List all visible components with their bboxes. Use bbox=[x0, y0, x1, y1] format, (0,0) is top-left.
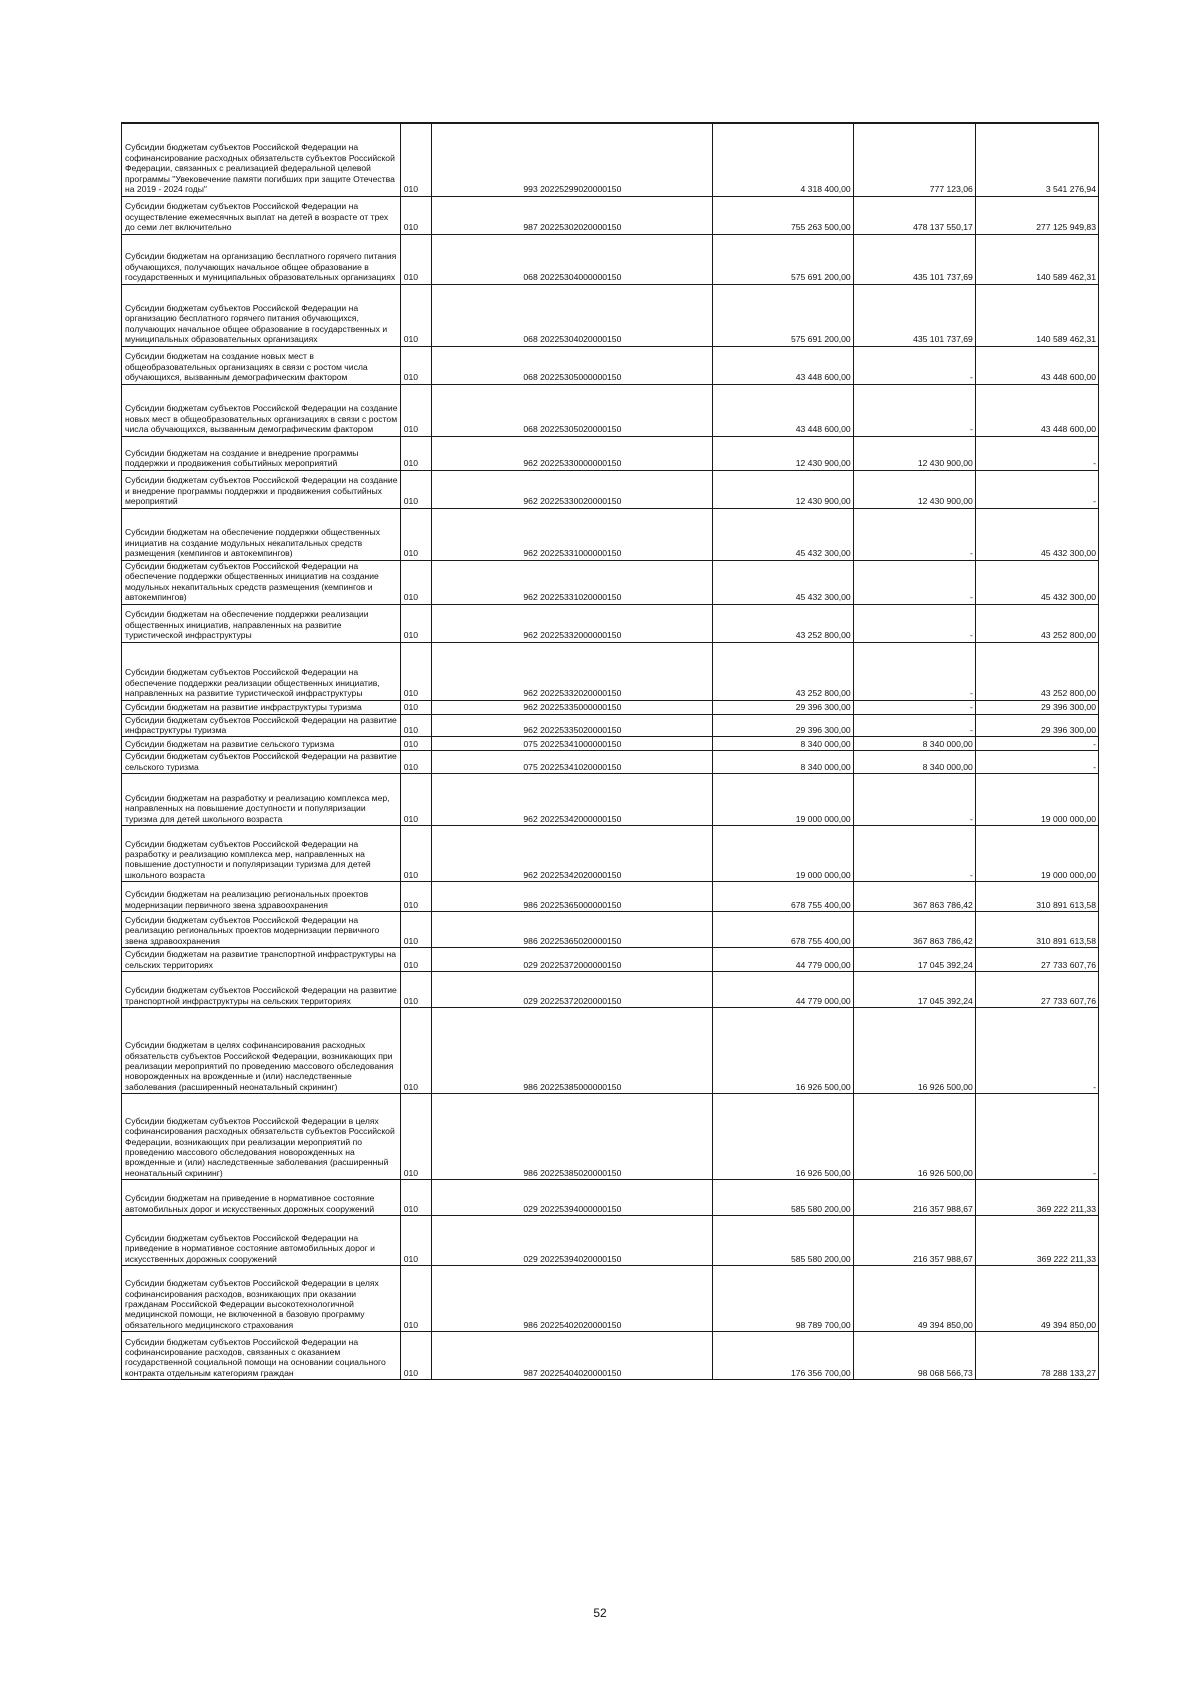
row-kbk: 987 20225302020000150 bbox=[432, 196, 713, 234]
table-row bbox=[122, 972, 1099, 1008]
row-name: Субсидии бюджетам на разработку и реализацию комплекса мер, направленных на повышение доступности и популяризации туризма для детей школьного возраста bbox=[122, 774, 401, 826]
row-executed: - bbox=[853, 826, 975, 882]
table-row bbox=[122, 346, 1099, 384]
row-approved: 678 755 400,00 bbox=[712, 912, 853, 948]
row-name: Субсидии бюджетам субъектов Российской Федерации на организацию бесплатного горячего питания обучающихся, получающих начальное общее образование в государственных и муниципальных образовательных организациях bbox=[122, 284, 401, 346]
row-kbk: 962 20225332020000150 bbox=[432, 642, 713, 700]
row-approved: 575 691 200,00 bbox=[712, 234, 853, 284]
row-approved: 29 396 300,00 bbox=[712, 714, 853, 737]
row-approved: 755 263 500,00 bbox=[712, 196, 853, 234]
row-kbk: 962 20225331000000150 bbox=[432, 508, 713, 560]
row-remaining: 19 000 000,00 bbox=[975, 826, 1098, 882]
table-row bbox=[122, 700, 1099, 714]
table-row bbox=[122, 1266, 1099, 1332]
row-kbk: 986 20225402020000150 bbox=[432, 1266, 713, 1332]
row-name: Субсидии бюджетам на обеспечение поддержки общественных инициатив на создание модульных некапитальных средств размещения (кемпингов и автокемпингов) bbox=[122, 508, 401, 560]
row-name: Субсидии бюджетам субъектов Российской Федерации на реализацию региональных проектов модернизации первичного звена здравоохранения bbox=[122, 912, 401, 948]
row-executed: - bbox=[853, 700, 975, 714]
row-code: 010 bbox=[400, 384, 431, 436]
row-kbk: 962 20225342020000150 bbox=[432, 826, 713, 882]
row-code: 010 bbox=[400, 642, 431, 700]
row-remaining: - bbox=[975, 737, 1098, 751]
row-kbk: 987 20225404020000150 bbox=[432, 1332, 713, 1380]
row-code: 010 bbox=[400, 1332, 431, 1380]
row-executed: - bbox=[853, 560, 975, 604]
row-remaining: 277 125 949,83 bbox=[975, 196, 1098, 234]
row-executed: 435 101 737,69 bbox=[853, 284, 975, 346]
row-approved: 4 318 400,00 bbox=[712, 123, 853, 196]
row-name: Субсидии бюджетам в целях софинансирования расходных обязательств субъектов Российской Федерации, возникающих при реализации мероприятий по проведению массового обследования новорожденных на врожденные и (или) наследственные заболевания (расширенный неонатальный скрининг) bbox=[122, 1008, 401, 1094]
row-kbk: 962 20225335020000150 bbox=[432, 714, 713, 737]
row-remaining: 43 252 800,00 bbox=[975, 604, 1098, 642]
row-remaining: 369 222 211,33 bbox=[975, 1216, 1098, 1266]
table-row bbox=[122, 560, 1099, 604]
row-name: Субсидии бюджетам на организацию бесплатного горячего питания обучающихся, получающих начальное общее образование в государственных и муниципальных образовательных организациях bbox=[122, 234, 401, 284]
row-remaining: - bbox=[975, 751, 1098, 774]
row-remaining: 3 541 276,94 bbox=[975, 123, 1098, 196]
row-remaining: - bbox=[975, 436, 1098, 470]
row-executed: 17 045 392,24 bbox=[853, 972, 975, 1008]
table-row bbox=[122, 826, 1099, 882]
row-approved: 16 926 500,00 bbox=[712, 1008, 853, 1094]
row-remaining: 49 394 850,00 bbox=[975, 1266, 1098, 1332]
row-approved: 19 000 000,00 bbox=[712, 826, 853, 882]
row-code: 010 bbox=[400, 972, 431, 1008]
row-approved: 43 448 600,00 bbox=[712, 384, 853, 436]
row-executed: - bbox=[853, 774, 975, 826]
row-name: Субсидии бюджетам на развитие транспортной инфраструктуры на сельских территориях bbox=[122, 948, 401, 972]
row-remaining: 369 222 211,33 bbox=[975, 1180, 1098, 1216]
row-approved: 44 779 000,00 bbox=[712, 972, 853, 1008]
row-name: Субсидии бюджетам субъектов Российской Федерации в целях софинансирования расходных обязательств субъектов Российской Федерации, возникающих при реализации мероприятий по проведению массового обследования новорожденных на врожденные и (или) наследственные заболевания (расширенный неонатальный скрининг) bbox=[122, 1094, 401, 1180]
row-name: Субсидии бюджетам субъектов Российской Федерации на обеспечение поддержки общественных инициатив на создание модульных некапитальных средств размещения (кемпингов и автокемпингов) bbox=[122, 560, 401, 604]
row-remaining: 29 396 300,00 bbox=[975, 700, 1098, 714]
row-executed: - bbox=[853, 508, 975, 560]
row-remaining: 27 733 607,76 bbox=[975, 948, 1098, 972]
row-code: 010 bbox=[400, 882, 431, 912]
row-code: 010 bbox=[400, 196, 431, 234]
table-row bbox=[122, 774, 1099, 826]
row-remaining: 19 000 000,00 bbox=[975, 774, 1098, 826]
row-code: 010 bbox=[400, 751, 431, 774]
row-executed: - bbox=[853, 346, 975, 384]
budget-table-body bbox=[122, 123, 1099, 1380]
row-kbk: 962 20225342000000150 bbox=[432, 774, 713, 826]
row-kbk: 962 20225330000000150 bbox=[432, 436, 713, 470]
row-kbk: 986 20225385020000150 bbox=[432, 1094, 713, 1180]
row-executed: 49 394 850,00 bbox=[853, 1266, 975, 1332]
row-remaining: 45 432 300,00 bbox=[975, 560, 1098, 604]
row-code: 010 bbox=[400, 1180, 431, 1216]
row-remaining: 140 589 462,31 bbox=[975, 284, 1098, 346]
table-row bbox=[122, 882, 1099, 912]
row-remaining: 27 733 607,76 bbox=[975, 972, 1098, 1008]
row-kbk: 993 20225299020000150 bbox=[432, 123, 713, 196]
row-executed: 16 926 500,00 bbox=[853, 1008, 975, 1094]
row-approved: 44 779 000,00 bbox=[712, 948, 853, 972]
row-remaining: 43 252 800,00 bbox=[975, 642, 1098, 700]
row-kbk: 986 20225385000000150 bbox=[432, 1008, 713, 1094]
table-row bbox=[122, 1180, 1099, 1216]
row-name: Субсидии бюджетам на обеспечение поддержки реализации общественных инициатив, направленных на развитие туристической инфраструктуры bbox=[122, 604, 401, 642]
row-approved: 19 000 000,00 bbox=[712, 774, 853, 826]
page-number: 52 bbox=[593, 1606, 607, 1620]
row-executed: 17 045 392,24 bbox=[853, 948, 975, 972]
row-name: Субсидии бюджетам субъектов Российской Федерации на развитие сельского туризма bbox=[122, 751, 401, 774]
table-row bbox=[122, 284, 1099, 346]
table-row bbox=[122, 948, 1099, 972]
table-row bbox=[122, 123, 1099, 196]
row-executed: 367 863 786,42 bbox=[853, 912, 975, 948]
row-approved: 575 691 200,00 bbox=[712, 284, 853, 346]
row-code: 010 bbox=[400, 737, 431, 751]
row-code: 010 bbox=[400, 1266, 431, 1332]
row-remaining: 140 589 462,31 bbox=[975, 234, 1098, 284]
row-name: Субсидии бюджетам на приведение в нормативное состояние автомобильных дорог и искусственных дорожных сооружений bbox=[122, 1180, 401, 1216]
row-executed: - bbox=[853, 604, 975, 642]
row-name: Субсидии бюджетам субъектов Российской Федерации на обеспечение поддержки реализации общественных инициатив, направленных на развитие туристической инфраструктуры bbox=[122, 642, 401, 700]
row-approved: 45 432 300,00 bbox=[712, 560, 853, 604]
row-code: 010 bbox=[400, 912, 431, 948]
row-kbk: 962 20225331020000150 bbox=[432, 560, 713, 604]
row-approved: 8 340 000,00 bbox=[712, 751, 853, 774]
row-approved: 43 252 800,00 bbox=[712, 642, 853, 700]
row-remaining: 29 396 300,00 bbox=[975, 714, 1098, 737]
row-name: Субсидии бюджетам субъектов Российской Федерации на создание и внедрение программы поддержки и продвижения событийных мероприятий bbox=[122, 470, 401, 508]
row-approved: 45 432 300,00 bbox=[712, 508, 853, 560]
row-code: 010 bbox=[400, 604, 431, 642]
row-executed: 16 926 500,00 bbox=[853, 1094, 975, 1180]
table-row bbox=[122, 508, 1099, 560]
row-kbk: 962 20225330020000150 bbox=[432, 470, 713, 508]
row-approved: 8 340 000,00 bbox=[712, 737, 853, 751]
row-code: 010 bbox=[400, 1094, 431, 1180]
row-kbk: 068 20225305000000150 bbox=[432, 346, 713, 384]
table-row bbox=[122, 751, 1099, 774]
budget-table bbox=[121, 122, 1099, 1380]
row-executed: - bbox=[853, 714, 975, 737]
row-name: Субсидии бюджетам субъектов Российской Федерации на разработку и реализацию комплекса мер, направленных на повышение доступности и популяризации туризма для детей школьного возраста bbox=[122, 826, 401, 882]
row-name: Субсидии бюджетам на развитие сельского туризма bbox=[122, 737, 401, 751]
row-code: 010 bbox=[400, 774, 431, 826]
table-row bbox=[122, 436, 1099, 470]
table-row bbox=[122, 1094, 1099, 1180]
row-kbk: 986 20225365020000150 bbox=[432, 912, 713, 948]
row-approved: 43 448 600,00 bbox=[712, 346, 853, 384]
row-approved: 16 926 500,00 bbox=[712, 1094, 853, 1180]
row-code: 010 bbox=[400, 436, 431, 470]
row-approved: 585 580 200,00 bbox=[712, 1180, 853, 1216]
row-name: Субсидии бюджетам на создание и внедрение программы поддержки и продвижения событийных мероприятий bbox=[122, 436, 401, 470]
row-executed: 98 068 566,73 bbox=[853, 1332, 975, 1380]
row-code: 010 bbox=[400, 948, 431, 972]
row-code: 010 bbox=[400, 1216, 431, 1266]
row-executed: 12 430 900,00 bbox=[853, 436, 975, 470]
table-row bbox=[122, 470, 1099, 508]
row-executed: 478 137 550,17 bbox=[853, 196, 975, 234]
row-executed: - bbox=[853, 642, 975, 700]
row-kbk: 029 20225394020000150 bbox=[432, 1216, 713, 1266]
row-executed: 8 340 000,00 bbox=[853, 751, 975, 774]
row-code: 010 bbox=[400, 470, 431, 508]
row-approved: 12 430 900,00 bbox=[712, 470, 853, 508]
row-name: Субсидии бюджетам субъектов Российской Федерации на развитие транспортной инфраструктуры на сельских территориях bbox=[122, 972, 401, 1008]
row-code: 010 bbox=[400, 508, 431, 560]
row-executed: 12 430 900,00 bbox=[853, 470, 975, 508]
row-remaining: 310 891 613,58 bbox=[975, 912, 1098, 948]
table-row bbox=[122, 1216, 1099, 1266]
row-remaining: - bbox=[975, 1008, 1098, 1094]
table-row bbox=[122, 196, 1099, 234]
row-remaining: 310 891 613,58 bbox=[975, 882, 1098, 912]
table-row bbox=[122, 912, 1099, 948]
table-row bbox=[122, 384, 1099, 436]
row-remaining: 45 432 300,00 bbox=[975, 508, 1098, 560]
row-remaining: - bbox=[975, 1094, 1098, 1180]
row-code: 010 bbox=[400, 234, 431, 284]
row-code: 010 bbox=[400, 123, 431, 196]
row-kbk: 075 20225341020000150 bbox=[432, 751, 713, 774]
row-name: Субсидии бюджетам субъектов Российской Федерации на осуществление ежемесячных выплат на детей в возрасте от трех до семи лет включительно bbox=[122, 196, 401, 234]
row-kbk: 075 20225341000000150 bbox=[432, 737, 713, 751]
row-approved: 176 356 700,00 bbox=[712, 1332, 853, 1380]
row-executed: 435 101 737,69 bbox=[853, 234, 975, 284]
table-row bbox=[122, 714, 1099, 737]
row-approved: 43 252 800,00 bbox=[712, 604, 853, 642]
table-row bbox=[122, 234, 1099, 284]
row-name: Субсидии бюджетам на создание новых мест в общеобразовательных организациях в связи с ростом числа обучающихся, вызванным демографическим фактором bbox=[122, 346, 401, 384]
row-kbk: 068 20225305020000150 bbox=[432, 384, 713, 436]
row-approved: 98 789 700,00 bbox=[712, 1266, 853, 1332]
row-code: 010 bbox=[400, 284, 431, 346]
row-name: Субсидии бюджетам субъектов Российской Федерации на приведение в нормативное состояние автомобильных дорог и искусственных дорожных сооружений bbox=[122, 1216, 401, 1266]
table-row bbox=[122, 737, 1099, 751]
row-remaining: 43 448 600,00 bbox=[975, 384, 1098, 436]
row-code: 010 bbox=[400, 700, 431, 714]
row-kbk: 986 20225365000000150 bbox=[432, 882, 713, 912]
row-executed: 216 357 988,67 bbox=[853, 1180, 975, 1216]
row-name: Субсидии бюджетам субъектов Российской Федерации на софинансирование расходов, связанных с оказанием государственной социальной помощи на основании социального контракта отдельным категориям граждан bbox=[122, 1332, 401, 1380]
row-name: Субсидии бюджетам на развитие инфраструктуры туризма bbox=[122, 700, 401, 714]
row-kbk: 068 20225304000000150 bbox=[432, 234, 713, 284]
row-code: 010 bbox=[400, 560, 431, 604]
row-approved: 12 430 900,00 bbox=[712, 436, 853, 470]
row-kbk: 029 20225372000000150 bbox=[432, 948, 713, 972]
row-name: Субсидии бюджетам на реализацию региональных проектов модернизации первичного звена здравоохранения bbox=[122, 882, 401, 912]
row-approved: 585 580 200,00 bbox=[712, 1216, 853, 1266]
row-code: 010 bbox=[400, 1008, 431, 1094]
row-executed: 216 357 988,67 bbox=[853, 1216, 975, 1266]
row-executed: 367 863 786,42 bbox=[853, 882, 975, 912]
row-remaining: - bbox=[975, 470, 1098, 508]
row-remaining: 43 448 600,00 bbox=[975, 346, 1098, 384]
row-code: 010 bbox=[400, 714, 431, 737]
row-remaining: 78 288 133,27 bbox=[975, 1332, 1098, 1380]
row-name: Субсидии бюджетам субъектов Российской Федерации на софинансирование расходных обязательств субъектов Российской Федерации, связанных с реализацией федеральной целевой программы "Увековечение памяти погибших при защите Отечества на 2019 - 2024 годы" bbox=[122, 123, 401, 196]
row-name: Субсидии бюджетам субъектов Российской Федерации в целях софинансирования расходов, возникающих при оказании гражданам Российской Федерации высокотехнологичной медицинской помощи, не включенной в базовую программу обязательного медицинского страхования bbox=[122, 1266, 401, 1332]
table-row bbox=[122, 642, 1099, 700]
row-kbk: 029 20225372020000150 bbox=[432, 972, 713, 1008]
table-row bbox=[122, 604, 1099, 642]
table-row bbox=[122, 1332, 1099, 1380]
row-executed: 8 340 000,00 bbox=[853, 737, 975, 751]
row-kbk: 962 20225332000000150 bbox=[432, 604, 713, 642]
row-name: Субсидии бюджетам субъектов Российской Федерации на развитие инфраструктуры туризма bbox=[122, 714, 401, 737]
row-kbk: 029 20225394000000150 bbox=[432, 1180, 713, 1216]
table-row bbox=[122, 1008, 1099, 1094]
row-kbk: 962 20225335000000150 bbox=[432, 700, 713, 714]
row-name: Субсидии бюджетам субъектов Российской Федерации на создание новых мест в общеобразовательных организациях в связи с ростом числа обучающихся, вызванным демографическим фактором bbox=[122, 384, 401, 436]
row-approved: 29 396 300,00 bbox=[712, 700, 853, 714]
row-executed: 777 123,06 bbox=[853, 123, 975, 196]
row-code: 010 bbox=[400, 826, 431, 882]
row-code: 010 bbox=[400, 346, 431, 384]
row-approved: 678 755 400,00 bbox=[712, 882, 853, 912]
row-executed: - bbox=[853, 384, 975, 436]
row-kbk: 068 20225304020000150 bbox=[432, 284, 713, 346]
